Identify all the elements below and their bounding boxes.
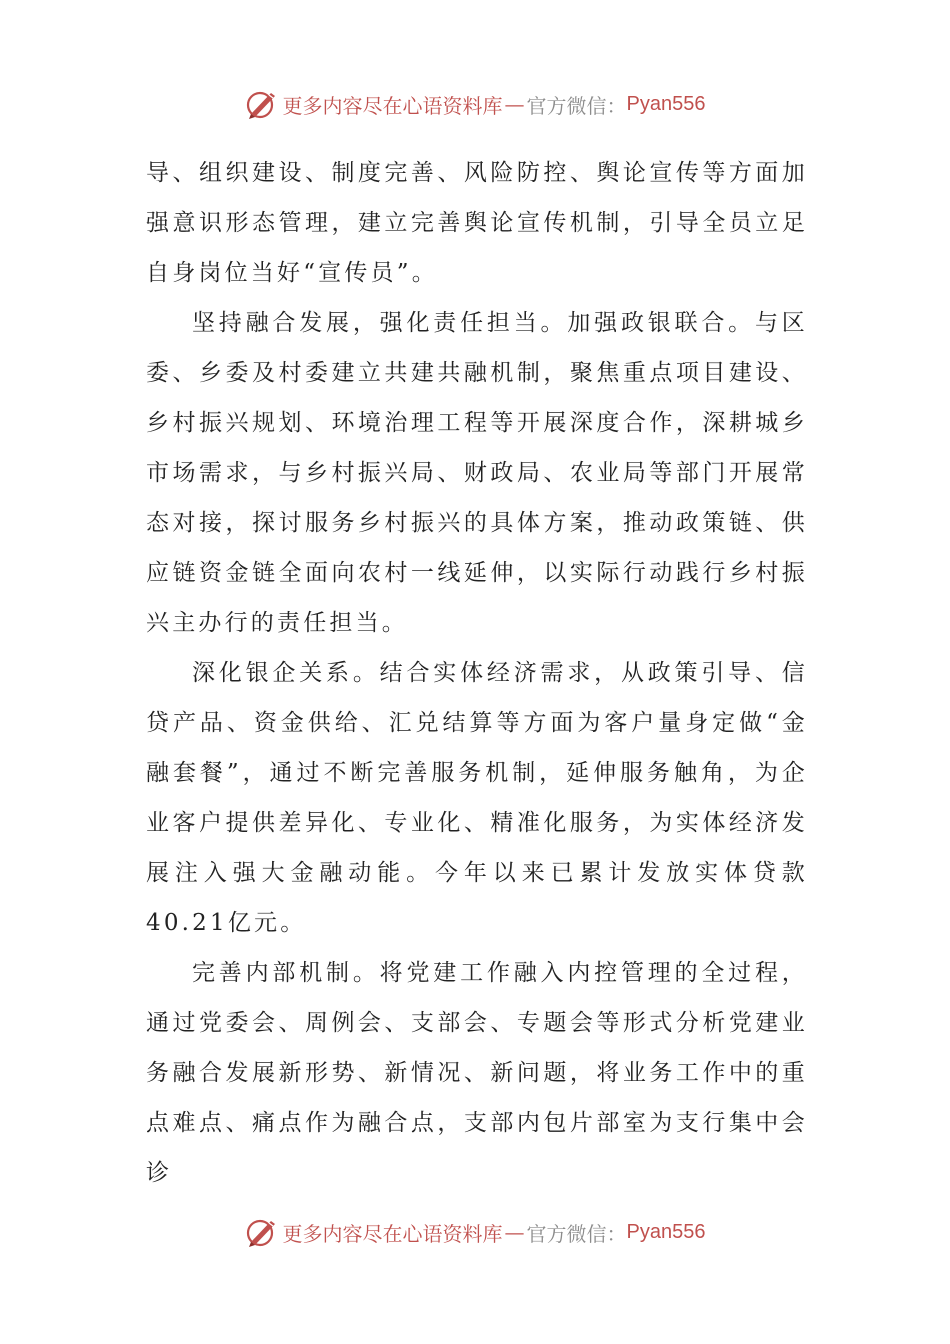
paragraph: 完善内部机制。将党建工作融入内控管理的全过程，通过党委会、周例会、支部会、专题会等形式分析党建业务融合发展新形势、新情况、新问题，将业务工作中的重点难点、痛点作为融合点，支部内包片部室为支行集中会诊 <box>146 960 808 1186</box>
document-body <box>146 148 808 1198</box>
pen-in-circle-icon <box>245 1215 279 1249</box>
paragraph: 坚持融合发展，强化责任担当。加强政银联合。与区委、乡委及村委建立共建共融机制，聚焦重点项目建设、乡村振兴规划、环境治理工程等开展深度合作，深耕城乡市场需求，与乡村振兴局、财政局、农业局等部门开展常态对接，探讨服务乡村振兴的具体方案，推动政策链、供应链资金链全面向农村一线延伸，以实际行动践行乡村振兴主办行的责任担当。 <box>146 310 808 636</box>
header-banner <box>0 84 950 124</box>
footer-banner <box>0 1212 950 1252</box>
wechat-id: Pyan556 <box>626 92 706 115</box>
brand-text: 更多内容尽在心语资料库 <box>282 1221 503 1246</box>
wechat-label: 官方微信： <box>526 1221 627 1246</box>
paragraph: 深化银企关系。结合实体经济需求，从政策引导、信贷产品、资金供给、汇兑结算等方面为客户量身定做“金融套餐”，通过不断完善服务机制，延伸服务触角，为企业客户提供差异化、专业化、精准化服务，为实体经济发展注入强大金融动能。今年以来已累计发放实体贷款40.21亿元。 <box>146 660 808 936</box>
brand-dash: — <box>504 92 525 116</box>
wechat-id: Pyan556 <box>626 1220 706 1243</box>
pen-in-circle-icon <box>245 87 279 121</box>
paragraph: 导、组织建设、制度完善、风险防控、舆论宣传等方面加强意识形态管理，建立完善舆论宣传机制，引导全员立足自身岗位当好“宣传员”。 <box>146 160 808 286</box>
wechat-label: 官方微信： <box>526 93 627 118</box>
brand-dash: — <box>504 1220 525 1244</box>
brand-text: 更多内容尽在心语资料库 <box>282 93 503 118</box>
